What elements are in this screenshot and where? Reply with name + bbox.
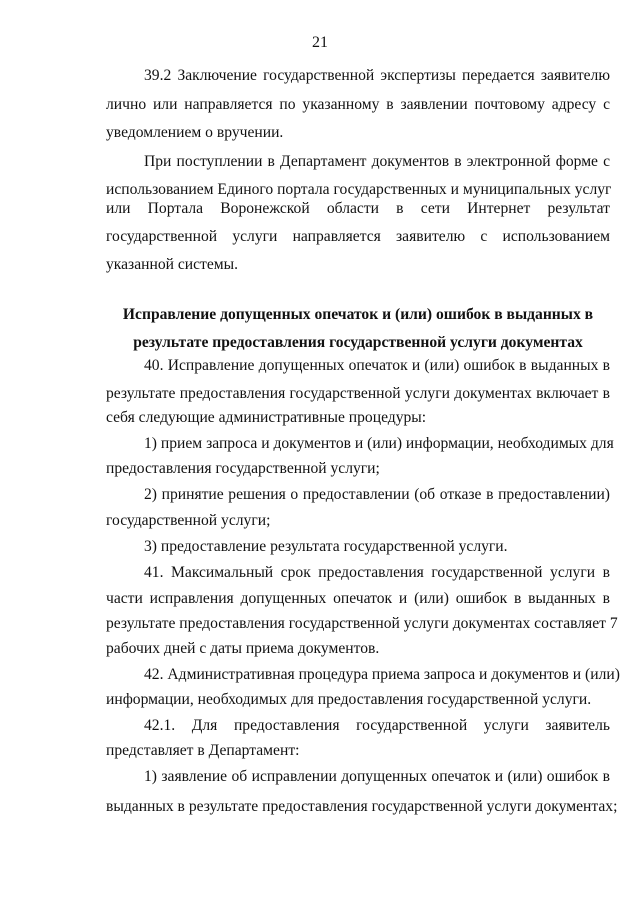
text-line: себя следующие административные процедуры: <box>106 409 427 426</box>
text-line: При поступлении в Департамент документов в электронной форме с <box>144 153 610 170</box>
text-line: государственной услуги; <box>106 512 271 529</box>
text-line: представляет в Департамент: <box>106 742 300 759</box>
section-heading-line: результате предоставления государственной услуги документах <box>133 334 583 351</box>
text-line: использованием Единого портала государственных и муниципальных услуг <box>106 181 612 198</box>
text-line: предоставления государственной услуги; <box>106 460 380 477</box>
text-line: или Портала Воронежской области в сети Интернет результат <box>106 200 610 217</box>
text-line: 2) принятие решения о предоставлении (об отказе в предоставлении) <box>144 486 610 503</box>
text-line: 1) прием запроса и документов и (или) информации, необходимых для <box>144 435 614 452</box>
section-heading-line: Исправление допущенных опечаток и (или) ошибок в выданных в <box>122 306 594 323</box>
text-line: государственной услуги направляется заявителю с использованием <box>106 228 610 245</box>
text-line: части исправления допущенных опечаток и (или) ошибок в выданных в <box>106 590 610 607</box>
text-line: 3) предоставление результата государственной услуги. <box>144 538 508 555</box>
text-line: рабочих дней с даты приема документов. <box>106 640 380 657</box>
text-line: 1) заявление об исправлении допущенных опечаток и (или) ошибок в <box>144 768 610 785</box>
page-number: 21 <box>312 34 328 51</box>
text-line: информации, необходимых для предоставления государственной услуги. <box>106 691 592 708</box>
text-line: уведомлением о вручении. <box>106 124 284 141</box>
text-line: 42. Административная процедура приема запроса и документов и (или) <box>144 666 620 683</box>
text-line: указанной системы. <box>106 256 239 273</box>
text-line: результате предоставления государственной услуги документах включает в <box>106 385 610 402</box>
text-line: 40. Исправление допущенных опечаток и (или) ошибок в выданных в <box>144 357 610 374</box>
text-line: 39.2 Заключение государственной экспертизы передается заявителю <box>144 67 610 84</box>
text-line: 42.1. Для предоставления государственной услуги заявитель <box>144 717 610 734</box>
text-line: выданных в результате предоставления государственной услуги документах; <box>106 798 618 815</box>
text-line: лично или направляется по указанному в заявлении почтовому адресу с <box>106 96 610 113</box>
text-line: 41. Максимальный срок предоставления государственной услуги в <box>144 564 610 581</box>
text-line: результате предоставления государственной услуги документах составляет 7 <box>106 615 618 632</box>
